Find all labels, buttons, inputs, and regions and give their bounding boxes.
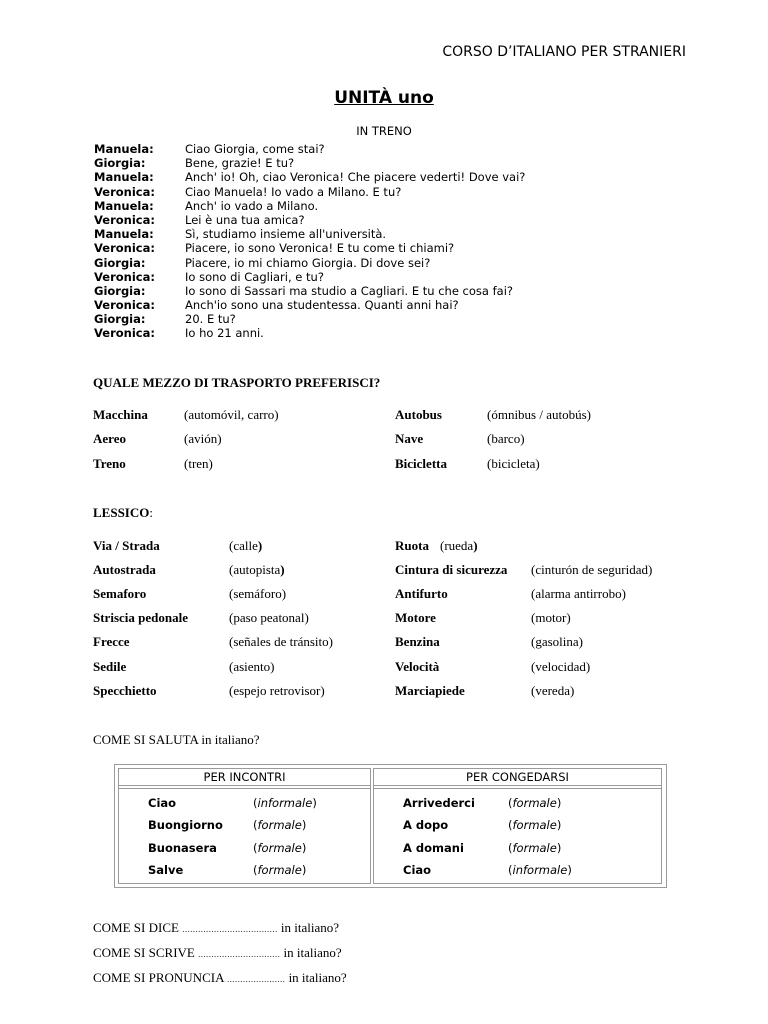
greeting-paren-close: ) [301, 818, 307, 833]
lessico-translation-wrap [229, 659, 274, 675]
lessico-closing: ) [473, 538, 478, 553]
dialogue-speaker: Manuela: [94, 142, 154, 156]
greeting-word: Salve [148, 862, 184, 877]
greeting-paren-open: ( [253, 862, 258, 877]
dialogue-text: Io sono di Sassari ma studio a Cagliari. E tu che cosa fai? [185, 283, 513, 298]
dialogue-speaker: Manuela: [94, 170, 154, 185]
question-prefix: COME SI DICE [93, 920, 179, 935]
lessico-translation-wrap [531, 683, 574, 699]
transport-translation: (barco) [487, 431, 525, 446]
greeting-register: informale [512, 862, 568, 877]
question-blank: ............................... [198, 949, 281, 959]
greetings-question-caps: COME SI SALUTA [93, 732, 199, 747]
greeting-register: formale [257, 818, 302, 833]
dialogue-line [94, 270, 525, 284]
lessico-translation: (velocidad) [531, 658, 591, 674]
dialogue-speaker: Giorgia: [94, 255, 146, 270]
incontri-header: PER INCONTRI [119, 769, 370, 786]
transport-item [93, 407, 279, 423]
greeting-register: formale [257, 862, 302, 877]
greeting-register-wrap [508, 863, 572, 877]
dialogue-speaker: Giorgia: [94, 156, 146, 171]
dialogue-text: 20. E tu? [185, 312, 236, 327]
lessico-word: Sedile [93, 658, 127, 674]
dialogue-speaker: Manuela: [94, 198, 154, 213]
question-line [93, 920, 339, 936]
lessico-item [395, 610, 571, 626]
dialogue-text: Io ho 21 anni. [185, 326, 264, 341]
lessico-item [395, 586, 626, 602]
greeting-paren-open: ( [253, 818, 258, 833]
dialogue-speaker: Veronica: [94, 298, 155, 313]
lessico-colon: : [149, 505, 153, 520]
greeting-register-wrap [253, 818, 306, 832]
dialogue-line [94, 326, 525, 340]
lessico-translation: (señales de tránsito) [229, 634, 333, 650]
lessico-word: Frecce [93, 634, 130, 650]
greeting-register: informale [257, 796, 313, 810]
lessico-word: Striscia pedonale [93, 610, 188, 626]
greeting-word: Ciao [148, 796, 177, 810]
lessico-translation: (alarma antirrobo) [531, 586, 626, 602]
lessico-word: Antifurto [395, 586, 448, 602]
lessico-word: Benzina [395, 634, 440, 650]
dialogue-speaker: Veronica: [94, 241, 155, 256]
transport-item [395, 431, 525, 447]
course-title: CORSO D’ITALIANO PER STRANIERI [442, 44, 686, 60]
lessico-word: Autostrada [93, 562, 156, 578]
dialogue-text: Piacere, io mi chiamo Giorgia. Di dove sei? [185, 255, 431, 270]
dialogue-line [94, 156, 525, 170]
greeting-paren-close: ) [301, 862, 307, 877]
transport-item [395, 456, 540, 472]
congedarsi-row [403, 796, 562, 810]
congedarsi-row [403, 862, 572, 877]
greeting-register-wrap [253, 796, 317, 810]
greeting-paren-close: ) [567, 862, 572, 877]
lessico-translation: (motor) [531, 610, 571, 626]
greeting-word: Ciao [403, 862, 432, 877]
congedarsi-list [373, 788, 662, 884]
lessico-translation: (espejo retrovisor) [229, 682, 325, 698]
question-suffix: in italiano? [283, 945, 342, 960]
lessico-translation-wrap [531, 634, 583, 650]
lessico-translation: (semáforo) [229, 586, 287, 602]
dialogue-text: Anch'io sono una studentessa. Quanti anni hai? [185, 298, 459, 313]
greeting-word: Arrivederci [403, 796, 475, 810]
dialogue-speaker: Giorgia: [94, 283, 146, 298]
greeting-paren-close: ) [312, 796, 317, 810]
transport-translation: (bicicleta) [487, 456, 540, 471]
incontri-list [118, 788, 371, 884]
transport-word: Bicicletta [395, 456, 447, 471]
greeting-register: formale [512, 818, 557, 833]
lessico-item [93, 634, 333, 650]
dialogue-text: Piacere, io sono Veronica! E tu come ti chiami? [185, 241, 455, 256]
greetings-table [114, 764, 667, 888]
lessico-translation-wrap [229, 683, 325, 699]
transport-word: Macchina [93, 407, 148, 422]
lessico-translation: (vereda) [531, 682, 575, 698]
dialogue-text: Lei è una tua amica? [185, 212, 305, 227]
transport-translation: (automóvil, carro) [184, 407, 279, 422]
dialogue-line [94, 241, 525, 255]
greeting-register-wrap [508, 841, 561, 855]
greeting-paren-close: ) [556, 818, 562, 833]
greeting-paren-close: ) [556, 840, 562, 855]
dialogue-line [94, 213, 525, 227]
greeting-paren-open: ( [508, 862, 513, 877]
greetings-question-rest: in italiano? [201, 732, 260, 747]
greeting-register-wrap [508, 818, 561, 832]
dialogue-speaker: Veronica: [94, 184, 155, 199]
lessico-translation-wrap [531, 659, 590, 675]
lessico-translation-wrap [229, 586, 286, 602]
dialogue-line [94, 142, 525, 156]
greeting-register-wrap [253, 841, 306, 855]
transport-translation: (avión) [184, 431, 222, 446]
lessico-translation: (rueda [440, 538, 474, 553]
lessico-item [93, 610, 309, 626]
greeting-word: Buongiorno [148, 818, 223, 833]
transport-translation: (tren) [184, 456, 213, 471]
dialogue-line [94, 298, 525, 312]
lessico-title: LESSICO [93, 505, 150, 520]
greeting-word: Buonasera [148, 840, 217, 855]
congedarsi-row [403, 818, 562, 833]
question-blank: .................................... [182, 924, 278, 934]
lessico-item [395, 658, 591, 675]
transport-item [395, 407, 591, 423]
lessico-translation-wrap [229, 562, 285, 578]
greeting-paren-open: ( [508, 796, 513, 810]
transport-question: QUALE MEZZO DI TRASPORTO PREFERISCI? [93, 375, 381, 390]
lessico-translation: (asiento) [229, 658, 275, 674]
question-suffix: in italiano? [280, 920, 339, 935]
dialogue-text: Bene, grazie! E tu? [185, 156, 295, 171]
lessico-translation: (cinturón de seguridad) [531, 562, 653, 578]
lessico-item [93, 658, 275, 675]
lessico-translation: (paso peatonal) [229, 610, 309, 626]
transport-translation: (ómnibus / autobús) [487, 407, 591, 422]
dialogue-text: Ciao Manuela! Io vado a Milano. E tu? [185, 184, 402, 199]
question-blank: ...................... [227, 974, 286, 984]
lessico-translation-wrap [229, 634, 333, 650]
dialogue-line [94, 185, 525, 199]
greeting-paren-open: ( [253, 796, 258, 810]
lessico-word: Ruota [395, 538, 429, 553]
lessico-item [395, 538, 478, 554]
dialogue-speaker: Manuela: [94, 227, 154, 242]
dialogue-text: Anch' io vado a Milano. [185, 198, 319, 213]
greeting-register-wrap [253, 863, 306, 877]
transport-word: Autobus [395, 407, 442, 422]
lessico-item [395, 634, 583, 650]
greeting-paren-open: ( [253, 840, 258, 855]
unit-title: UNITÀ uno [334, 88, 434, 108]
congedarsi-header: PER CONGEDARSI [374, 769, 661, 786]
dialogue-line [94, 170, 525, 184]
dialogue-text: Io sono di Cagliari, e tu? [185, 269, 324, 284]
greeting-register: formale [512, 796, 557, 810]
lessico-closing: ) [257, 538, 263, 553]
greeting-paren-close: ) [301, 840, 307, 855]
lessico-heading [93, 505, 153, 521]
question-suffix: in italiano? [288, 970, 347, 985]
dialogue-line [94, 199, 525, 213]
dialogue-text: Anch' io! Oh, ciao Veronica! Che piacere vederti! Dove vai? [185, 170, 526, 185]
lessico-item [395, 682, 575, 699]
lessico-translation-wrap [229, 538, 262, 554]
lessico-item [395, 562, 653, 578]
greeting-paren-close: ) [556, 796, 562, 810]
incontri-row [148, 862, 307, 877]
dialogue-speaker: Veronica: [94, 212, 155, 227]
dialogue-text: Ciao Giorgia, come stai? [185, 142, 325, 156]
lessico-word: Marciapiede [395, 682, 465, 698]
dialogue [94, 142, 525, 341]
lessico-translation: (calle [229, 538, 258, 553]
question-prefix: COME SI SCRIVE [93, 945, 195, 960]
lessico-word: Specchietto [93, 682, 157, 698]
transport-word: Treno [93, 456, 126, 471]
greeting-word: A dopo [403, 818, 449, 833]
greeting-register: formale [257, 840, 302, 855]
incontri-row [148, 840, 307, 855]
dialogue-speaker: Veronica: [94, 269, 155, 284]
greeting-register: formale [512, 840, 557, 855]
lessico-translation: (autopista [229, 562, 281, 578]
transport-item [93, 456, 213, 472]
lessico-item [93, 562, 285, 578]
greeting-paren-open: ( [508, 818, 513, 833]
lessico-translation-wrap [440, 538, 478, 554]
question-line [93, 970, 347, 986]
lessico-closing: ) [280, 562, 285, 578]
dialogue-text: Sì, studiamo insieme all'università. [185, 227, 387, 242]
lessico-word: Motore [395, 610, 436, 626]
dialogue-line [94, 312, 525, 326]
greeting-word: A domani [403, 840, 464, 855]
lessico-translation-wrap [229, 610, 309, 626]
greetings-question [93, 732, 260, 748]
lessico-word: Semaforo [93, 586, 147, 602]
lessico-translation-wrap [531, 586, 626, 602]
transport-word: Nave [395, 431, 424, 446]
greeting-paren-open: ( [508, 840, 513, 855]
dialogue-speaker: Veronica: [94, 326, 155, 341]
dialogue-line [94, 284, 525, 298]
lessico-translation: (gasolina) [531, 634, 583, 650]
dialogue-speaker: Giorgia: [94, 312, 146, 327]
question-prefix: COME SI PRONUNCIA [93, 970, 224, 985]
lessico-item [93, 682, 325, 699]
dialogue-line [94, 227, 525, 241]
lessico-translation-wrap [531, 610, 571, 626]
transport-word: Aereo [93, 431, 126, 446]
question-line [93, 945, 342, 961]
incontri-row [148, 818, 307, 833]
lessico-word: Via / Strada [93, 538, 160, 553]
lessico-item [93, 586, 287, 602]
lessico-item [93, 538, 263, 554]
congedarsi-row [403, 840, 562, 855]
greeting-register-wrap [508, 796, 561, 810]
lessico-translation-wrap [531, 562, 652, 578]
transport-item [93, 431, 222, 447]
lessico-word: Cintura di sicurezza [395, 562, 508, 578]
incontri-row [148, 796, 317, 810]
dialogue-line [94, 256, 525, 270]
lessico-word: Velocità [395, 658, 440, 674]
dialogue-title: IN TRENO [356, 124, 412, 138]
